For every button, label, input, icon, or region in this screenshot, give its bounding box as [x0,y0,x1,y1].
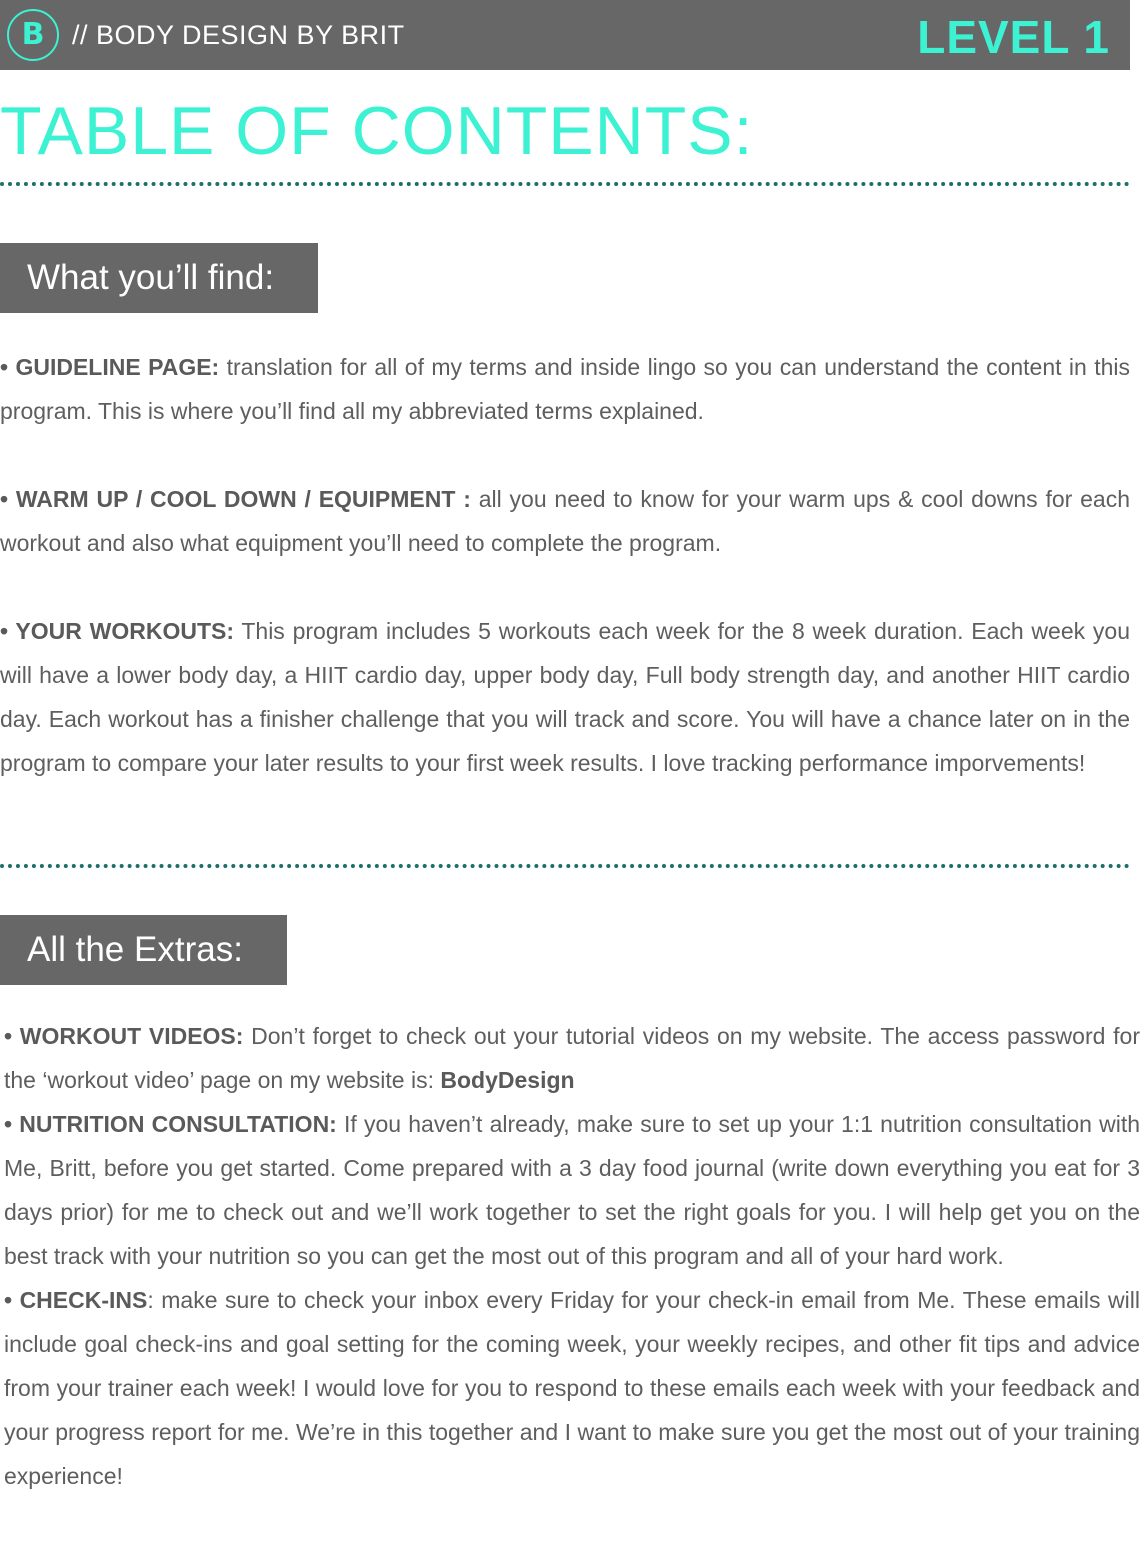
level-label: LEVEL 1 [917,11,1110,63]
dotted-divider-top [0,182,1130,186]
item-text: Don’t forget to check out your tutorial videos on my website. The access password for the ‘workout video’ page on my website is: [4,1023,1140,1093]
item-label: • NUTRITION CONSULTATION: [4,1111,337,1137]
section-heading-extras: All the Extras: [0,915,287,985]
brand-logo-icon [7,9,59,61]
logo-letter: B [21,17,45,52]
list-item [0,609,1130,785]
password-value: BodyDesign [440,1067,575,1093]
item-label: • WORKOUT VIDEOS: [4,1023,244,1049]
list-item [4,1102,1140,1278]
brand-name: // BODY DESIGN BY BRIT [72,20,405,50]
item-text: all you need to know for your warm ups & cool downs for each workout and also what equipment you’ll need to complete the program. [0,486,1130,556]
list-item [4,1278,1140,1498]
page-title: TABLE OF CONTENTS: [0,93,754,169]
item-label: • YOUR WORKOUTS: [0,618,234,644]
header-bar [0,0,1130,70]
item-label: • CHECK-INS [4,1287,148,1313]
list-item [0,477,1130,565]
section-find-content [0,345,1130,785]
item-text: This program includes 5 workouts each week for the 8 week duration. Each week you will have a lower body day, a HIIT cardio day, upper body day, Full body strength day, and another HIIT cardio day. Each workout has a finisher challenge that you will track and score. You will have a chance later on in the program to compare your later results to your first week results. I love tracking performance imporvements! [0,618,1130,776]
section-extras-content [4,1014,1140,1498]
list-item [0,345,1130,433]
item-text: : make sure to check your inbox every Friday for your check-in email from Me. These emails will include goal check-ins and goal setting for the coming week, your weekly recipes, and other fit tips and advice from your trainer each week! I would love for you to respond to these emails each week with your feedback and your progress report for me. We’re in this together and I want to make sure you get the most out of your training experience! [4,1287,1140,1489]
list-item [4,1014,1140,1102]
item-label: • WARM UP / COOL DOWN / EQUIPMENT : [0,486,471,512]
item-label: • GUIDELINE PAGE: [0,354,220,380]
dotted-divider-middle [0,864,1130,868]
section-heading-find: What you’ll find: [0,243,318,313]
item-text: translation for all of my terms and inside lingo so you can understand the content in this program. This is where you’ll find all my abbreviated terms explained. [0,354,1130,424]
item-text: If you haven’t already, make sure to set up your 1:1 nutrition consultation with Me, Britt, before you get started. Come prepared with a 3 day food journal (write down everything you eat for 3 days prior) for me to check out and we’ll work together to set the right goals for you. I will help get you on the best track with your nutrition so you can get the most out of this program and all of your hard work. [4,1111,1141,1269]
